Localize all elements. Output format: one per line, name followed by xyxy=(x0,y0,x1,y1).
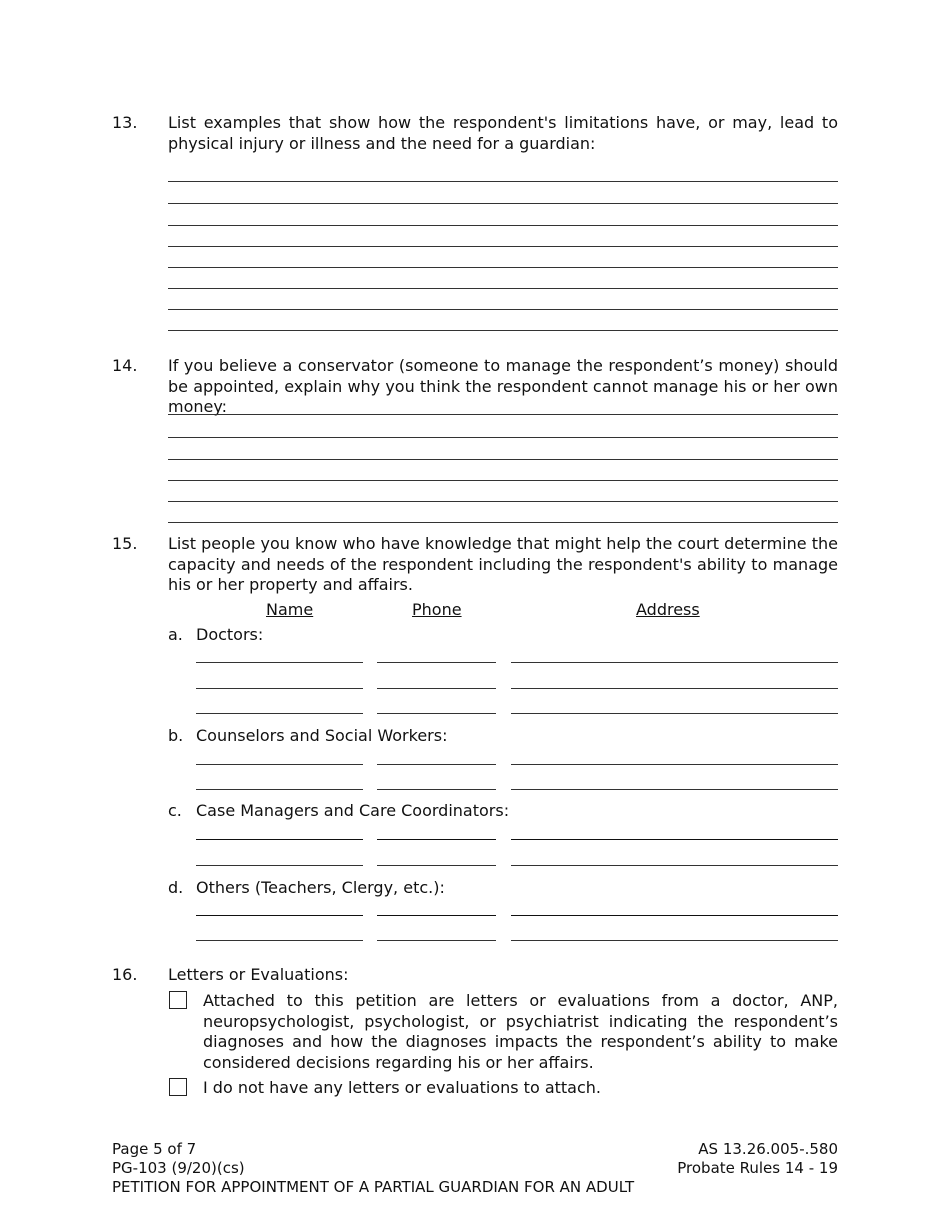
name-line[interactable] xyxy=(196,915,363,916)
group-d-letter: d. xyxy=(168,878,184,897)
answer-line[interactable] xyxy=(168,330,838,331)
phone-line[interactable] xyxy=(377,915,496,916)
answer-line[interactable] xyxy=(168,246,838,247)
column-header-phone: Phone xyxy=(412,600,462,619)
phone-line[interactable] xyxy=(377,688,496,689)
answer-line[interactable] xyxy=(168,181,838,182)
question-15-number: 15. xyxy=(112,534,138,553)
phone-line[interactable] xyxy=(377,764,496,765)
phone-line[interactable] xyxy=(377,839,496,840)
address-line[interactable] xyxy=(511,839,838,840)
group-b-label: Counselors and Social Workers: xyxy=(196,726,448,745)
address-line[interactable] xyxy=(511,764,838,765)
address-line[interactable] xyxy=(511,865,838,866)
answer-line[interactable] xyxy=(168,309,838,310)
answer-line[interactable] xyxy=(168,203,838,204)
no-letters-option-text: I do not have any letters or evaluations to attach. xyxy=(203,1078,602,1097)
phone-line[interactable] xyxy=(377,789,496,790)
footer-form-title: PETITION FOR APPOINTMENT OF A PARTIAL GUARDIAN FOR AN ADULT xyxy=(112,1178,635,1196)
group-c-letter: c. xyxy=(168,801,182,820)
group-b-letter: b. xyxy=(168,726,184,745)
footer-rules: Probate Rules 14 - 19 xyxy=(677,1159,838,1177)
answer-line[interactable] xyxy=(168,414,838,415)
address-line[interactable] xyxy=(511,713,838,714)
phone-line[interactable] xyxy=(377,713,496,714)
address-line[interactable] xyxy=(511,789,838,790)
column-header-name: Name xyxy=(266,600,314,619)
address-line[interactable] xyxy=(511,915,838,916)
name-line[interactable] xyxy=(196,764,363,765)
question-16-text: Letters or Evaluations: xyxy=(168,965,349,984)
phone-line[interactable] xyxy=(377,940,496,941)
answer-line[interactable] xyxy=(168,480,838,481)
question-14-number: 14. xyxy=(112,356,138,375)
address-line[interactable] xyxy=(511,662,838,663)
name-line[interactable] xyxy=(196,940,363,941)
phone-line[interactable] xyxy=(377,865,496,866)
name-line[interactable] xyxy=(196,688,363,689)
footer-page-number: Page 5 of 7 xyxy=(112,1140,197,1158)
answer-line[interactable] xyxy=(168,459,838,460)
column-header-address: Address xyxy=(636,600,700,619)
group-c-label: Case Managers and Care Coordinators: xyxy=(196,801,510,820)
name-line[interactable] xyxy=(196,789,363,790)
group-a-letter: a. xyxy=(168,625,183,644)
answer-line[interactable] xyxy=(168,225,838,226)
no-letters-checkbox[interactable] xyxy=(169,1078,187,1096)
name-line[interactable] xyxy=(196,839,363,840)
answer-line[interactable] xyxy=(168,522,838,523)
answer-line[interactable] xyxy=(168,288,838,289)
letters-attached-option-text: Attached to this petition are letters or evaluations from a doctor, ANP, neuropsychologist, psychologist, or psychiatrist indicating the respondent’s diagnoses and how the diagnoses impacts the respondent’s ability to make considered decisions regarding his or her affairs. xyxy=(203,991,838,1072)
answer-line[interactable] xyxy=(168,501,838,502)
letters-attached-checkbox[interactable] xyxy=(169,991,187,1009)
question-15-text: List people you know who have knowledge that might help the court determine the capacity and needs of the respondent including the respondent's ability to manage his or her property and affairs. xyxy=(168,534,838,594)
name-line[interactable] xyxy=(196,865,363,866)
address-line[interactable] xyxy=(511,940,838,941)
name-line[interactable] xyxy=(196,713,363,714)
name-line[interactable] xyxy=(196,662,363,663)
phone-line[interactable] xyxy=(377,662,496,663)
footer-statute: AS 13.26.005-.580 xyxy=(698,1140,838,1158)
question-13-number: 13. xyxy=(112,113,138,132)
answer-line[interactable] xyxy=(168,437,838,438)
group-d-label: Others (Teachers, Clergy, etc.): xyxy=(196,878,445,897)
question-14-text: If you believe a conservator (someone to manage the respondent’s money) should be appointed, explain why you think the respondent cannot manage his or her own money: xyxy=(168,356,838,416)
footer-form-id: PG-103 (9/20)(cs) xyxy=(112,1159,245,1177)
answer-line[interactable] xyxy=(168,267,838,268)
question-16-number: 16. xyxy=(112,965,138,984)
address-line[interactable] xyxy=(511,688,838,689)
question-13-text: List examples that show how the respondent's limitations have, or may, lead to physical injury or illness and the need for a guardian: xyxy=(168,113,838,153)
group-a-label: Doctors: xyxy=(196,625,264,644)
